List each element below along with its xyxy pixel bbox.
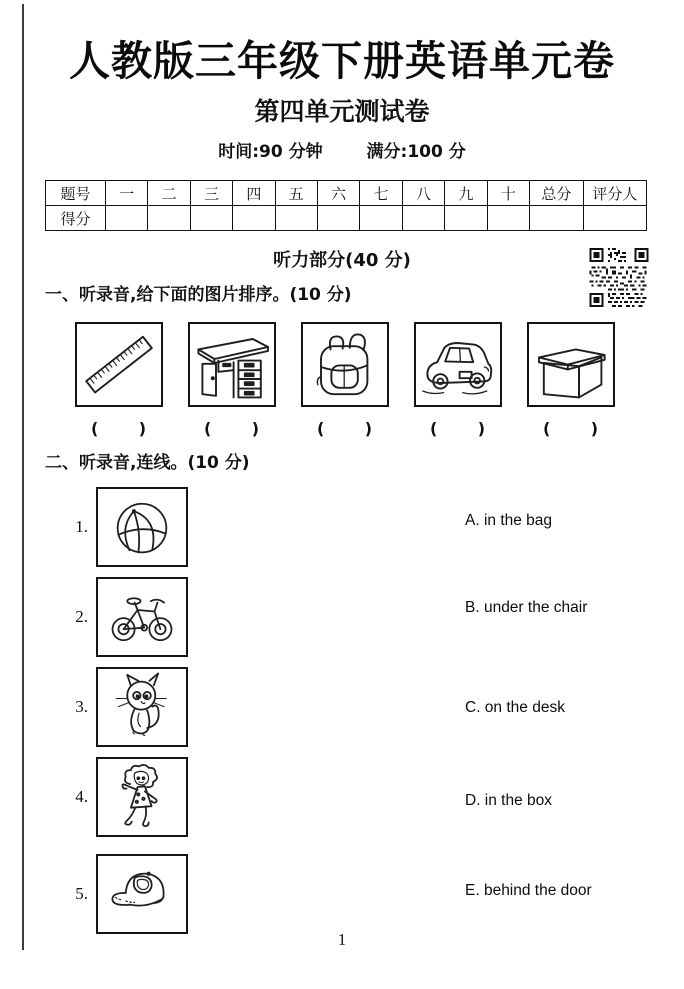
answer-blank: ( ) [429,419,487,438]
header-cell: 四 [233,181,275,206]
header-cell: 三 [190,181,232,206]
answer-blank: ( ) [203,419,261,438]
picture-box [188,322,276,407]
option-b: B. under the chair [465,599,588,616]
score-cell [360,206,402,231]
ball-image [103,492,181,562]
item-number: 5. [75,884,88,903]
item-number: 2. [75,607,88,626]
picture-box [96,757,188,837]
ruler-image [79,327,159,403]
bike-image [103,582,181,652]
score-cell [190,206,232,231]
picture-box [96,667,188,747]
exam-meta [0,137,684,162]
score-cell [148,206,190,231]
match-item-5 [60,854,188,934]
box-image [531,327,611,403]
header-cell: 五 [275,181,317,206]
qr-code-icon [589,248,649,307]
option-a: A. in the bag [465,512,553,529]
header-cell: 十 [487,181,529,206]
picture-box [527,322,615,407]
desk-image [192,327,272,403]
header-cell: 九 [445,181,487,206]
score-cell [275,206,317,231]
header-cell: 一 [106,181,148,206]
picture-box [301,322,389,407]
item-number: 3. [75,697,88,716]
doll-image [103,762,181,832]
part1-figure-ruler [75,322,163,438]
score-cell [529,206,583,231]
match-item-2 [60,577,188,657]
score-table-header-row [46,181,647,206]
match-item-3 [60,667,188,747]
option-e: E. behind the door [465,882,592,899]
score-cell [233,206,275,231]
part1-figure-schoolbag [301,322,389,438]
score-row-label: 得分 [46,206,106,231]
header-cell: 总分 [529,181,583,206]
score-table-score-row [46,206,647,231]
header-cell: 六 [317,181,359,206]
part2-heading: 二、听录音,连线。(10 分) [45,453,250,473]
time-label: 时间:90 分钟 [218,142,323,162]
picture-box [414,322,502,407]
part1-figure-box [527,322,615,438]
part1-picture-row [75,322,615,438]
score-cell [317,206,359,231]
page-title: 人教版三年级下册英语单元卷 [69,37,615,85]
item-number: 4. [75,787,88,806]
part1-figure-car [414,322,502,438]
item-number: 1. [75,517,88,536]
page-number: 1 [337,930,347,949]
header-cell: 题号 [46,181,106,206]
header-cell: 七 [360,181,402,206]
header-cell: 评分人 [583,181,646,206]
picture-box [96,487,188,567]
header-cell: 二 [148,181,190,206]
option-c: C. on the desk [465,699,565,716]
header-cell: 八 [402,181,444,206]
score-cell [583,206,646,231]
schoolbag-image [305,327,385,403]
listening-section-title: 听力部分(40 分) [273,250,411,271]
cap-image [101,859,183,929]
match-item-4 [60,757,188,837]
picture-box [96,854,188,934]
picture-box [75,322,163,407]
page-subtitle: 第四单元测试卷 [254,97,430,126]
score-cell [445,206,487,231]
picture-box [96,577,188,657]
full-score-label: 满分:100 分 [366,142,466,162]
score-table [45,180,647,231]
answer-blank: ( ) [316,419,374,438]
score-cell [106,206,148,231]
part1-figure-desk [188,322,276,438]
part1-heading: 一、听录音,给下面的图片排序。(10 分) [45,285,352,305]
score-cell [402,206,444,231]
answer-blank: ( ) [90,419,148,438]
match-item-1 [60,487,188,567]
answer-blank: ( ) [542,419,600,438]
score-cell [487,206,529,231]
car-image [418,327,498,403]
option-d: D. in the box [465,792,553,809]
cat-image [103,672,181,742]
